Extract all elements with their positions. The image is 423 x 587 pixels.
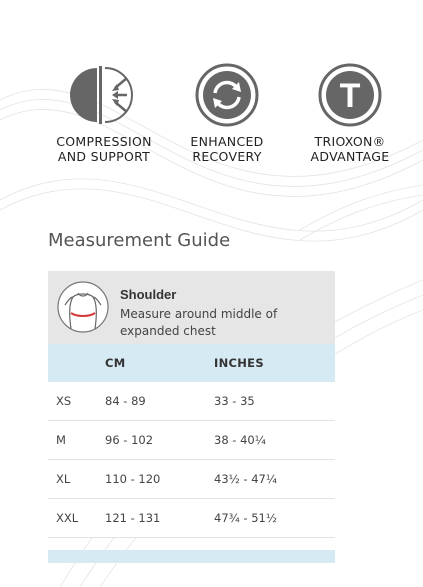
feature-label: TRIOXON® ADVANTAGE <box>310 134 390 164</box>
table-row <box>48 382 335 421</box>
feature-label: COMPRESSION AND SUPPORT <box>56 134 152 164</box>
table-header-row <box>48 344 335 382</box>
trioxon-glyph: T <box>339 77 361 115</box>
size-cell: M <box>56 433 66 447</box>
measurement-table <box>48 271 335 563</box>
trioxon-t-icon <box>315 60 385 130</box>
table-footer-bar <box>48 550 335 563</box>
table-row <box>48 499 335 538</box>
inches-cell: 33 - 35 <box>214 394 255 408</box>
shoulder-measure-row <box>48 271 335 344</box>
shoulder-torso-icon <box>57 281 109 333</box>
column-header-cm: CM <box>105 356 126 370</box>
feature-recovery <box>157 60 297 164</box>
column-header-inches: INCHES <box>214 356 264 370</box>
size-cell: XS <box>56 394 72 408</box>
cm-cell: 110 - 120 <box>105 472 161 486</box>
inches-cell: 38 - 40¼ <box>214 433 266 447</box>
recovery-cycle-icon <box>192 60 262 130</box>
cm-cell: 84 - 89 <box>105 394 146 408</box>
inches-cell: 43½ - 47¼ <box>214 472 278 486</box>
feature-label: ENHANCED RECOVERY <box>190 134 264 164</box>
inches-cell: 47¾ - 51½ <box>214 511 278 525</box>
table-row <box>48 460 335 499</box>
measure-description: Measure around middle of expanded chest <box>120 307 278 338</box>
size-cell: XL <box>56 472 71 486</box>
feature-compression <box>34 60 174 164</box>
measurement-guide-title: Measurement Guide <box>48 230 231 251</box>
table-row <box>48 421 335 460</box>
feature-icons-row <box>40 60 410 170</box>
feature-trioxon <box>280 60 420 164</box>
measure-name: Shoulder <box>120 287 177 302</box>
cm-cell: 96 - 102 <box>105 433 154 447</box>
size-cell: XXL <box>56 511 79 525</box>
cm-cell: 121 - 131 <box>105 511 161 525</box>
compression-arrows-icon <box>69 60 139 130</box>
